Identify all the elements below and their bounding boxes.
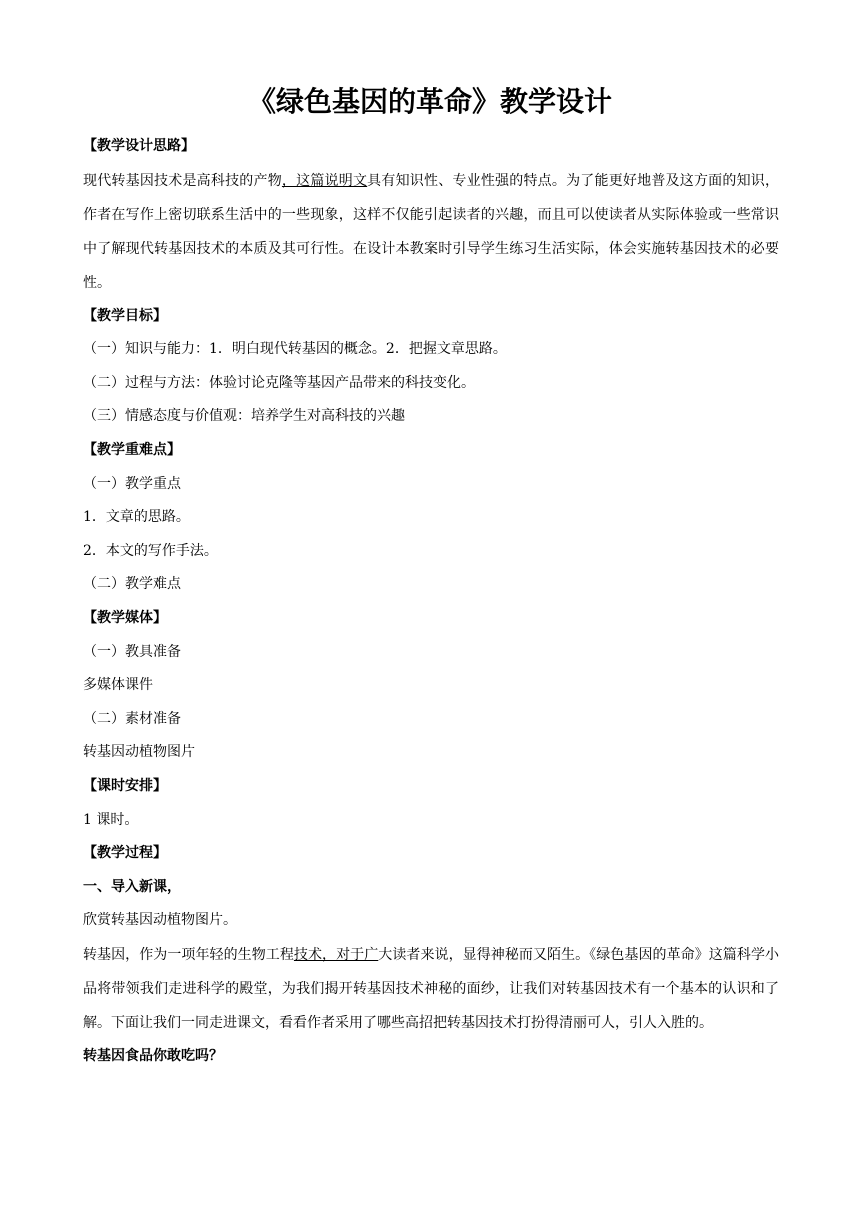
objective-item: （二）过程与方法：体验讨论克隆等基因产品带来的科技变化。 (83, 374, 475, 391)
key-point-item: 1．文章的思路。 (83, 509, 190, 526)
media-item: 转基因动植物图片 (83, 744, 195, 761)
objectives-heading: 【教学目标】 (83, 307, 167, 324)
media-item: （一）教具准备 (83, 643, 181, 660)
intro-text-start: 转基因，作为一项年轻的生物工程 (83, 946, 294, 963)
intro-paragraph (83, 938, 779, 1040)
media-item: 多媒体课件 (83, 677, 153, 694)
document-title: 《绿色基因的革命》教学设计 (247, 85, 612, 118)
key-points-heading: 【教学重难点】 (83, 441, 181, 458)
objective-item: （一）知识与能力：1．明白现代转基因的概念。2．把握文章思路。 (83, 341, 507, 358)
design-idea-paragraph (83, 164, 779, 300)
media-item: （二）素材准备 (83, 710, 181, 727)
design-idea-text-start: 现代转基因技术是高科技的产物 (83, 172, 282, 189)
key-point-item: 2．本文的写作手法。 (83, 542, 218, 559)
question-heading: 转基因食品你敢吃吗？ (83, 1047, 223, 1064)
media-heading: 【教学媒体】 (83, 609, 167, 626)
objective-item: （三）情感态度与价值观：培养学生对高科技的兴趣 (83, 408, 405, 425)
design-idea-heading: 【教学设计思路】 (83, 138, 195, 154)
design-idea-text-end: 具有知识性、专业性强的特点。为了能更好地普及这方面的知识，作者在写作上密切联系生活中的一些现象，这样不仅能引起读者的兴趣，而且可以使读者从实际体验或一些常识中了解现代转基因技术的本质及其可行性。在设计本教案时引导学生练习生活实际，体会实施转基因技术的必要性。 (83, 172, 780, 291)
intro-underlined-text: 技术，对于广 (293, 946, 379, 963)
key-point-item: （二）教学难点 (83, 576, 181, 593)
intro-text-end: 大读者来说，显得神秘而又陌生。《绿色基因的革命》这篇科学小品将带领我们走进科学的殿堂，为我们揭开转基因技术神秘的面纱，让我们对转基因技术有一个基本的认识和了解。下面让我们一同走进课文，看看作者采用了哪些高招把转基因技术打扮得清丽可人，引人入胜的。 (83, 946, 780, 1031)
schedule-heading: 【课时安排】 (83, 777, 167, 794)
document-body (83, 130, 779, 1073)
process-heading: 【教学过程】 (83, 845, 167, 862)
design-idea-underlined-text: ，这篇说明文 (281, 172, 368, 189)
step1-heading: 一、导入新课， (83, 878, 181, 895)
schedule-text: 1 课时。 (83, 811, 139, 828)
key-point-item: （一）教学重点 (83, 475, 181, 492)
step1-line: 欣赏转基因动植物图片。 (83, 912, 237, 929)
